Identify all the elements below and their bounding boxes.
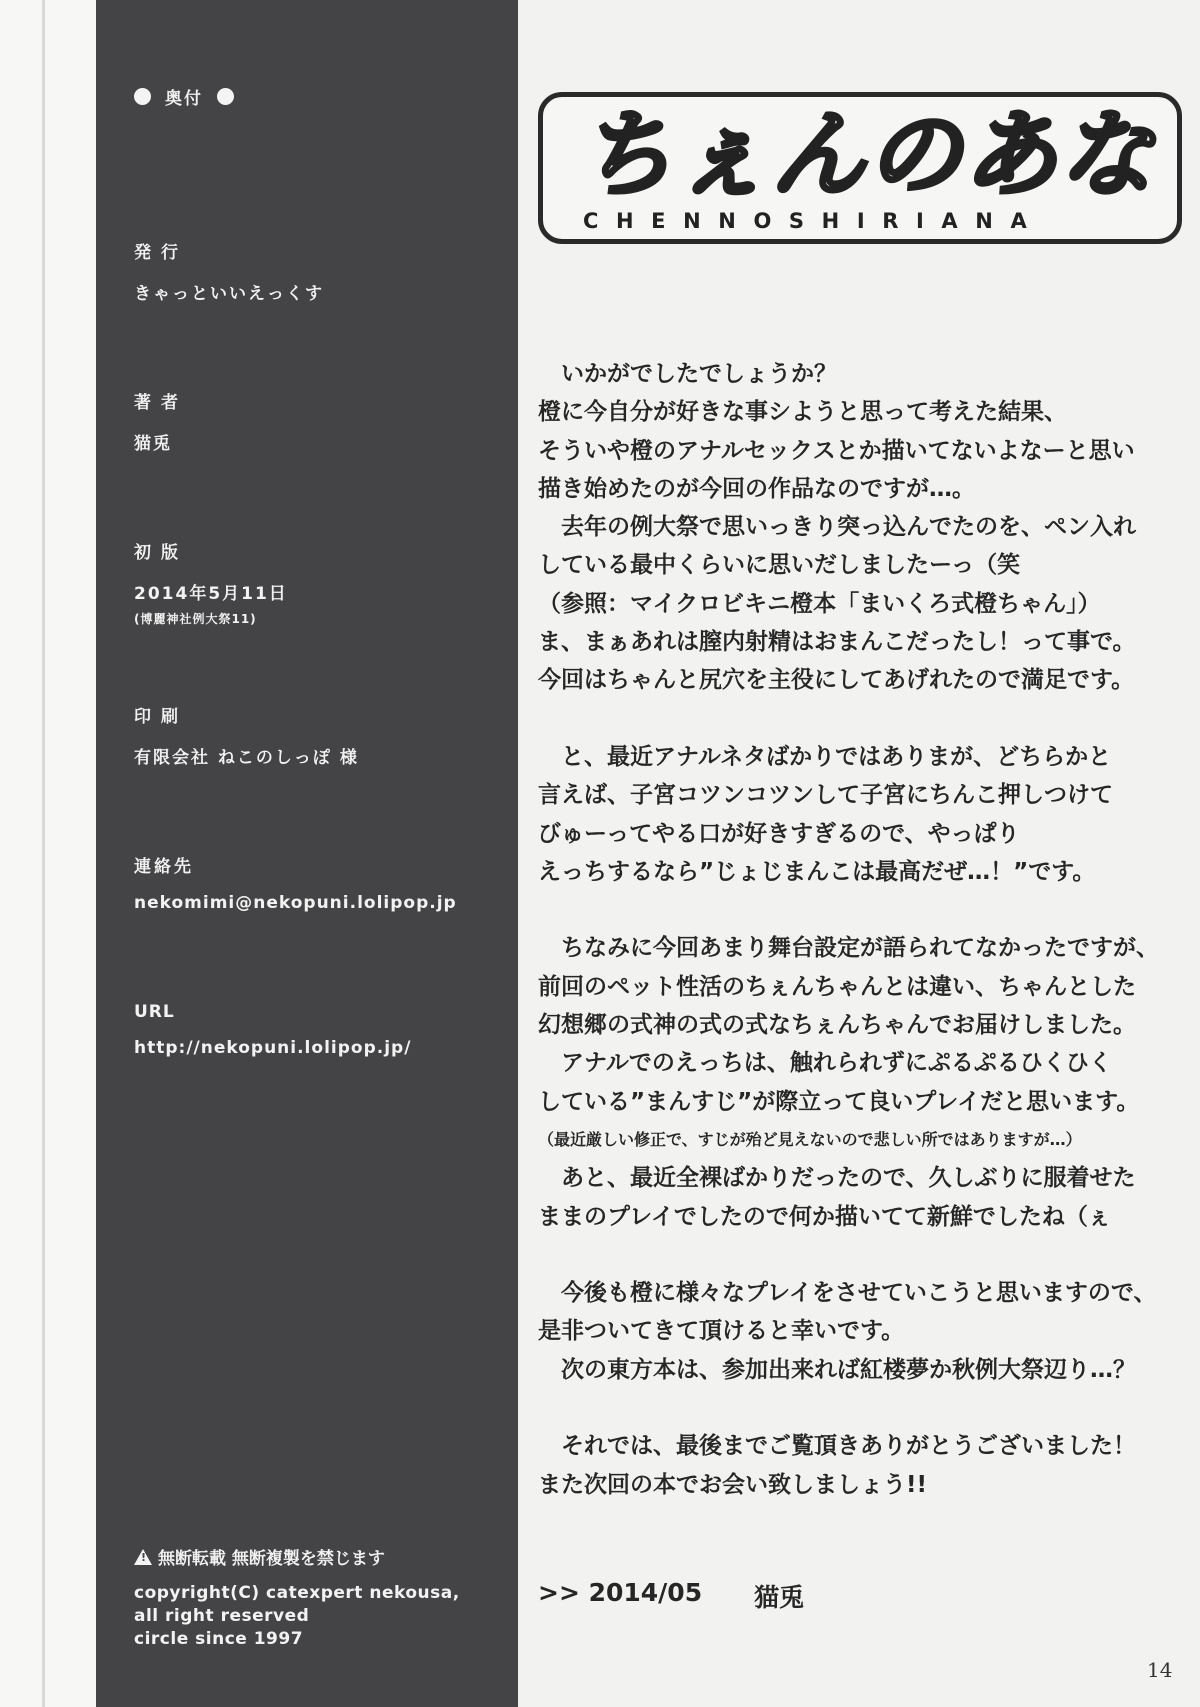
first-edition-note: (博麗神社例大祭11) (134, 612, 257, 626)
text-line: 言えば、子宮コツンコツンして子宮にちんこ押しつけて (538, 782, 1113, 809)
text-line: いかがでしたでしょうか？ (538, 361, 837, 387)
paragraph-gap (538, 1236, 1183, 1274)
text-line: 前回のペット性活のちぇんちゃんとは違い、ちゃんとした (538, 973, 1136, 1000)
printing-value: 有限会社 ねこのしっぽ 様 (134, 748, 359, 768)
url-value: http://nekopuni.lolipop.jp/ (134, 1038, 412, 1058)
publisher-section (134, 238, 324, 304)
text-line: 橙に今自分が好きな事シようと思って考えた結果、 (538, 399, 1067, 426)
text-line: 去年の例大祭で思いっきり突っ込んでたのを、ペン入れ (538, 514, 1136, 541)
afterword-text (538, 355, 1183, 1504)
first-edition-label: 初版 (134, 543, 188, 563)
paragraph-gap (538, 700, 1183, 738)
url-label: URL (134, 1002, 175, 1022)
contact-label: 連絡先 (134, 857, 194, 877)
warning-icon (134, 1549, 152, 1565)
author-section (134, 388, 188, 454)
author-label: 著者 (134, 393, 188, 413)
author-value: 猫兎 (134, 434, 172, 454)
text-line: 描き始めたのが今回の作品なのですが…。 (538, 475, 975, 502)
first-edition-section (134, 538, 288, 627)
text-line: 幻想郷の式神の式の式なちぇんちゃんでお届けしました。 (538, 1012, 1136, 1039)
text-line: アナルでのえっちは、触れられずにぷるぷるひくひく (538, 1050, 1112, 1077)
text-line: 今回はちゃんと尻穴を主役にしてあげれたので満足です。 (538, 667, 1135, 694)
text-line: 次の東方本は、参加出来れば紅楼夢か秋例大祭辺り…？ (538, 1356, 1136, 1383)
title-romaji: CHENNOSHIRIANA (583, 209, 1045, 233)
text-line: そういや橙のアナルセックスとか描いてないよなーと思い (538, 437, 1135, 464)
text-line: ちなみに今回あまり舞台設定が語られてなかったですが、 (538, 935, 1159, 962)
page-number: 14 (1147, 1658, 1173, 1682)
text-line: ま、まぁあれは膣内射精はおまんこだったし！って事で。 (538, 629, 1136, 656)
printing-label: 印刷 (134, 707, 188, 727)
page-margin (0, 0, 96, 1707)
signature (538, 1578, 804, 1614)
signature-name: 猫兎 (754, 1583, 805, 1612)
text-line: 今後も橙に様々なプレイをさせていこうと思いますので、 (538, 1280, 1157, 1307)
publisher-label: 発行 (134, 243, 188, 263)
text-line: している最中くらいに思いだしましたーっ（笑 (538, 552, 1021, 579)
text-line: また次回の本でお会い致しましょう!! (538, 1471, 927, 1498)
first-edition-date: 2014年5月11日 (134, 584, 288, 604)
text-line: と、最近アナルネタばかりではありまが、どちらかと (538, 743, 1112, 770)
paragraph-gap (538, 1389, 1183, 1427)
printing-section (134, 702, 359, 768)
bullet-icon (134, 88, 151, 105)
text-line: それでは、最後までご覧頂きありがとうございました！ (538, 1433, 1136, 1460)
text-line: （最近厳しい修正で、すじが殆ど見えないので悲しい所ではありますが…） (538, 1129, 1082, 1149)
url-section (134, 1002, 411, 1058)
colophon-heading-text: 奥付 (165, 89, 203, 109)
copyright-block (134, 1582, 460, 1651)
signature-date: >> 2014/05 (538, 1578, 703, 1607)
colophon-panel (96, 0, 518, 1707)
text-line: えっちするなら”じょじまんこは最高だぜ…！”です。 (538, 858, 1096, 885)
text-line: 是非ついてきて頂けると幸いです。 (538, 1318, 905, 1345)
paragraph-gap (538, 891, 1183, 929)
copyright-line: all right reserved (134, 1606, 310, 1626)
copyright-line: copyright(C) catexpert nekousa, (134, 1583, 460, 1603)
colophon-heading (134, 84, 234, 109)
text-line: びゅーってやる口が好きすぎるので、やっぱり (538, 820, 1020, 847)
margin-rule (42, 0, 45, 1707)
text-line: している”まんすじ”が際立って良いプレイだと思います。 (538, 1088, 1140, 1115)
text-line: （参照：マイクロビキニ橙本「まいくろ式橙ちゃん」） (538, 590, 1101, 617)
publisher-value: きゃっといいえっくす (134, 284, 324, 304)
reproduction-notice-text: 無断転載 無断複製を禁じます (158, 1549, 385, 1569)
copyright-line: circle since 1997 (134, 1629, 304, 1649)
text-line: ままのプレイでしたので何か描いてて新鮮でしたね（ぇ (538, 1203, 1111, 1230)
title-logo: ちぇんのあな (579, 101, 1156, 210)
contact-email: nekomimi@nekopuni.lolipop.jp (134, 893, 457, 913)
reproduction-notice (134, 1544, 385, 1569)
contact-section (134, 852, 457, 913)
title-logo-box (538, 92, 1182, 244)
bullet-icon (217, 88, 234, 105)
text-line: あと、最近全裸ばかりだったので、久しぶりに服着せた (538, 1165, 1136, 1192)
